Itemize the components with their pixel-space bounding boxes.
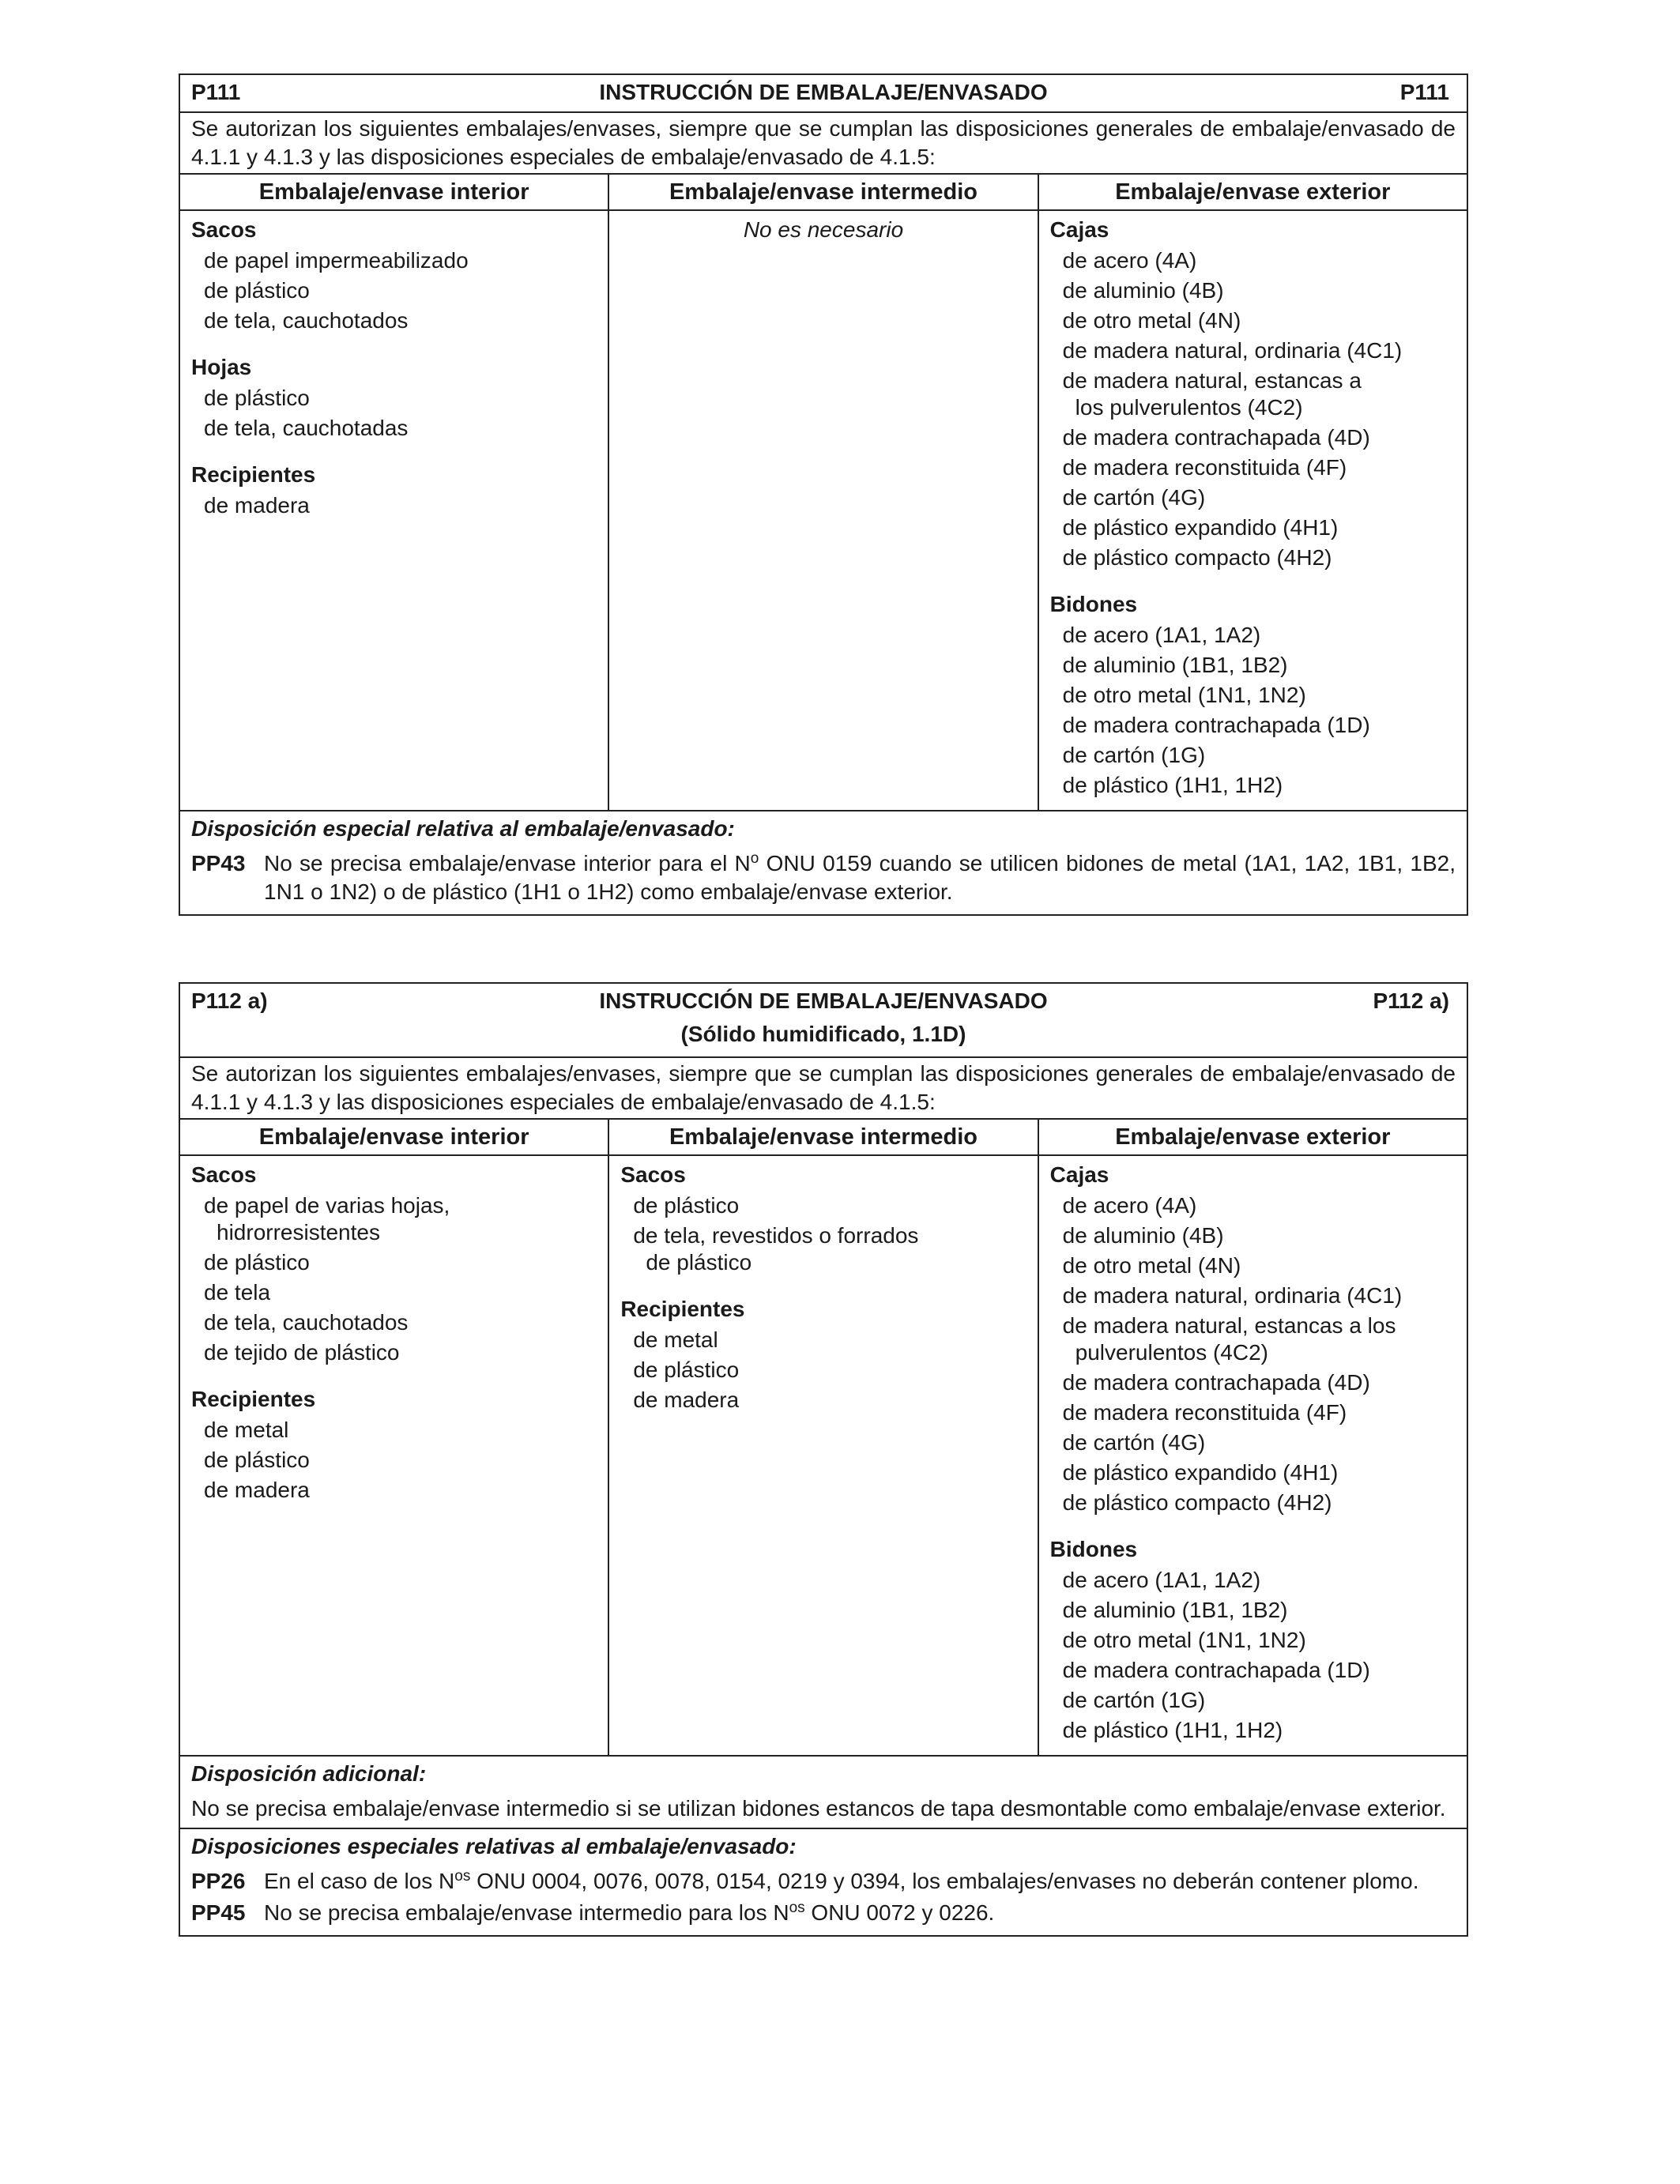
group-heading: Bidones [1049, 592, 1138, 616]
list-item: de madera contrachapada (4D) [1062, 425, 1370, 450]
list-item: de madera reconstituida (4F) [1062, 1400, 1347, 1425]
list-item: de plástico [204, 386, 310, 410]
p111-code-right: P111 [1399, 80, 1449, 104]
group-heading: Sacos [191, 1162, 257, 1187]
p111-header-intermediate: Embalaje/envase intermedio [608, 175, 1037, 209]
list-item: de plástico [633, 1357, 740, 1382]
p112a-header-intermediate: Embalaje/envase intermedio [608, 1120, 1037, 1154]
special-provisions-title: Disposiciones especiales relativas al embalaje/envasado: [191, 1834, 797, 1858]
pp43-code: PP43 [191, 851, 246, 875]
list-item: de plástico (1H1, 1H2) [1062, 773, 1283, 797]
pp43-provision [191, 849, 1456, 906]
list-item-continuation: hidrorresistentes [217, 1220, 380, 1245]
list-item: de otro metal (1N1, 1N2) [1062, 1628, 1306, 1652]
group-heading: Cajas [1049, 217, 1109, 242]
group-heading: Sacos [620, 1162, 686, 1187]
group-heading: Sacos [191, 217, 257, 242]
p112a-title: INSTRUCCIÓN DE EMBALAJE/ENVASADO [599, 988, 1048, 1013]
p111-column-headers [180, 175, 1467, 211]
p112a-title-row [180, 984, 1467, 1058]
list-item: de aluminio (4B) [1062, 1223, 1224, 1248]
list-item: de plástico expandido (4H1) [1062, 515, 1339, 540]
additional-provision-title: Disposición adicional: [191, 1761, 427, 1786]
list-item: de acero (4A) [1062, 1193, 1197, 1218]
list-item: de metal [204, 1418, 289, 1442]
list-item: de cartón (4G) [1062, 485, 1206, 510]
list-item-line: de madera natural, estancas a [1062, 368, 1362, 393]
p112a-additional-provision [180, 1757, 1467, 1828]
p112a-code-right: P112 a) [1373, 988, 1449, 1013]
list-item: de madera reconstituida (4F) [1062, 455, 1347, 480]
list-item: de tejido de plástico [204, 1340, 400, 1365]
p111-special-provision [180, 811, 1467, 914]
list-item: de madera contrachapada (4D) [1062, 1370, 1370, 1395]
p112a-header-inner: Embalaje/envase interior [258, 1124, 529, 1150]
list-item: de otro metal (4N) [1062, 308, 1241, 333]
group-heading: Cajas [1049, 1162, 1109, 1187]
pp45-code: PP45 [191, 1900, 246, 1925]
additional-provision-text: No se precisa embalaje/envase intermedio si se utilizan bidones estancos de tapa desmontable como embalaje/envase exterior. [191, 1796, 1446, 1821]
list-item: de acero (1A1, 1A2) [1062, 623, 1261, 647]
group-heading: Hojas [191, 355, 252, 379]
special-provision-title: Disposición especial relativa al embalaje/envasado: [191, 816, 735, 841]
p112a-column-headers [180, 1120, 1467, 1156]
pp26-code: PP26 [191, 1869, 246, 1893]
p112a-outer-column [1038, 1156, 1467, 1755]
list-item: de otro metal (1N1, 1N2) [1062, 683, 1306, 707]
list-item: de plástico [204, 1448, 310, 1472]
p111-intermediate-column [608, 211, 1037, 810]
list-item: de plástico [204, 1250, 310, 1275]
p111-header-outer: Embalaje/envase exterior [1038, 175, 1467, 209]
p111-outer-column [1038, 211, 1467, 810]
list-item: de plástico compacto (4H2) [1062, 545, 1332, 570]
p111-header-inner: Embalaje/envase interior [258, 179, 529, 205]
list-item [1050, 367, 1456, 421]
list-item: de madera natural, ordinaria (4C1) [1062, 1283, 1403, 1308]
p111-packing-instruction-table [179, 73, 1468, 916]
pp26-text: En el caso de los $N^{os}$ ONU 0004, 0076, 0078, 0154, 0219 y 0394, los embalajes/envases no deberán contener plomo. [264, 1868, 1419, 1893]
pp26-provision [191, 1867, 1456, 1896]
list-item [191, 1192, 597, 1246]
list-item: de tela, cauchotados [204, 1310, 409, 1335]
p112a-special-provisions [180, 1828, 1467, 1935]
not-required-note: No es necesario [743, 217, 904, 242]
list-item-line: de papel de varias hojas, [204, 1193, 450, 1218]
p111-body-row [180, 211, 1467, 811]
p112a-code-left: P112 a) [191, 988, 268, 1013]
p111-intro: Se autorizan los siguientes embalajes/envases, siempre que se cumplan las disposiciones generales de embalaje/envasado de 4.1.1 y 4.1.3 y las disposiciones especiales de embalaje/envasado de 4.1.5: [180, 113, 1467, 175]
list-item: de madera natural, ordinaria (4C1) [1062, 338, 1403, 363]
list-item [1050, 1312, 1456, 1366]
list-item: de cartón (4G) [1062, 1430, 1206, 1455]
group-heading: Recipientes [191, 462, 316, 487]
list-item-continuation: los pulverulentos (4C2) [1075, 395, 1303, 420]
list-item: de madera [204, 1478, 310, 1502]
pp45-text: No se precisa embalaje/envase intermedio para los $N^{os}$ ONU 0072 y 0226. [264, 1900, 995, 1925]
list-item: de madera [204, 493, 310, 518]
pp43-text: No se precisa embalaje/envase interior para el $N^o$ ONU 0159 cuando se utilicen bidones de metal (1A1, 1A2, 1B1, 1B2, 1N1 o 1N2) o de plástico (1H1 o 1H2) como embalaje/envase exterior. [264, 850, 1456, 904]
list-item: de cartón (1G) [1062, 1688, 1206, 1712]
list-item-continuation: de plástico [646, 1250, 752, 1275]
list-item: de tela, cauchotadas [204, 416, 409, 440]
p112a-intro: Se autorizan los siguientes embalajes/envases, siempre que se cumplan las disposiciones generales de embalaje/envasado de 4.1.1 y 4.1.3 y las disposiciones especiales de embalaje/envasado de 4.1.5: [180, 1058, 1467, 1120]
list-item [620, 1222, 1026, 1276]
group-heading: Bidones [1049, 1537, 1138, 1561]
list-item: de madera [633, 1388, 740, 1412]
pp45-provision [191, 1899, 1456, 1927]
list-item: de madera contrachapada (1D) [1062, 713, 1370, 737]
list-item: de plástico expandido (4H1) [1062, 1460, 1339, 1485]
list-item: de papel impermeabilizado [204, 248, 469, 273]
p112a-header-outer: Embalaje/envase exterior [1038, 1120, 1467, 1154]
list-item: de aluminio (1B1, 1B2) [1062, 1598, 1288, 1622]
list-item: de plástico (1H1, 1H2) [1062, 1718, 1283, 1742]
p111-code-left: P111 [191, 80, 241, 104]
list-item-continuation: pulverulentos (4C2) [1075, 1340, 1268, 1365]
list-item: de plástico [633, 1193, 740, 1218]
p111-title-row [180, 75, 1467, 113]
list-item: de cartón (1G) [1062, 743, 1206, 767]
p112a-packing-instruction-table [179, 982, 1468, 1937]
group-heading: Recipientes [191, 1387, 316, 1411]
list-item: de otro metal (4N) [1062, 1253, 1241, 1278]
list-item: de madera contrachapada (1D) [1062, 1658, 1370, 1682]
list-item: de aluminio (1B1, 1B2) [1062, 653, 1288, 677]
list-item: de plástico compacto (4H2) [1062, 1490, 1332, 1515]
list-item-line: de madera natural, estancas a los [1062, 1313, 1396, 1338]
p112a-subtitle: (Sólido humidificado, 1.1D) [680, 1022, 966, 1046]
list-item: de acero (1A1, 1A2) [1062, 1568, 1261, 1592]
list-item: de plástico [204, 278, 310, 303]
p112a-body-row [180, 1156, 1467, 1757]
p111-inner-column [180, 211, 608, 810]
p111-title: INSTRUCCIÓN DE EMBALAJE/ENVASADO [599, 80, 1048, 104]
p112a-inner-column [180, 1156, 608, 1755]
list-item: de tela [204, 1280, 271, 1305]
list-item: de acero (4A) [1062, 248, 1197, 273]
list-item: de aluminio (4B) [1062, 278, 1224, 303]
list-item: de metal [633, 1327, 718, 1352]
p112a-intermediate-column [608, 1156, 1037, 1755]
list-item-line: de tela, revestidos o forrados [633, 1223, 919, 1248]
group-heading: Recipientes [620, 1297, 745, 1321]
list-item: de tela, cauchotados [204, 308, 409, 333]
